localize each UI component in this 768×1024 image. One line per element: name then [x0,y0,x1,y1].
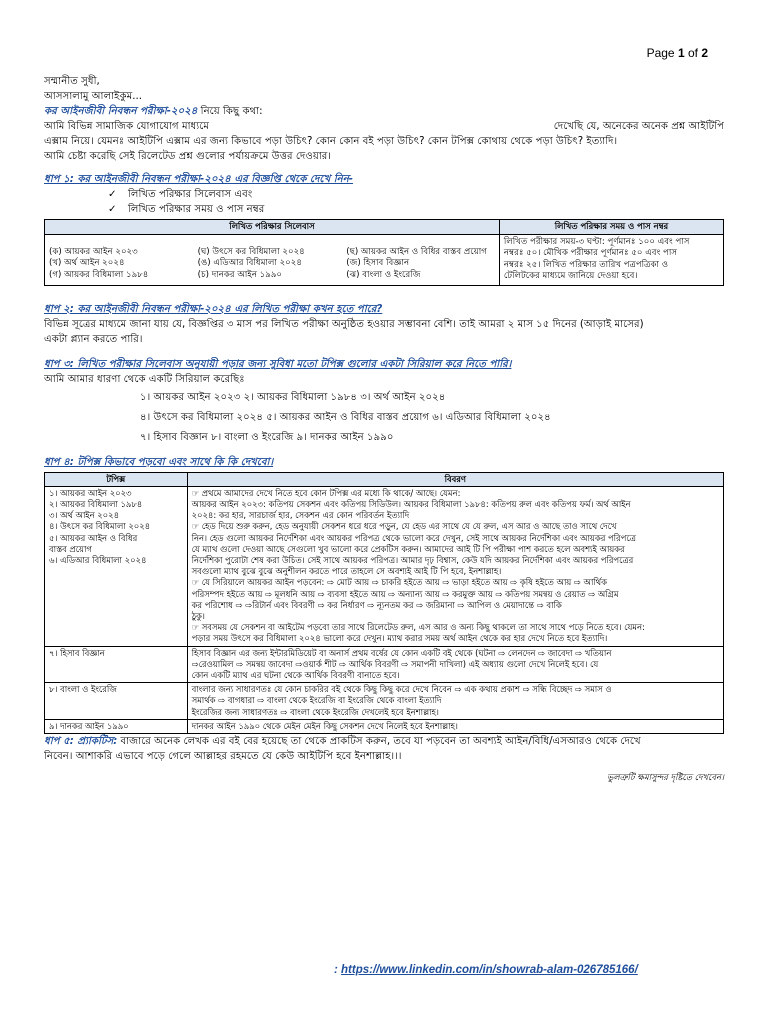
syllabus-item: (চ) দানকর আইন ১৯৯০ [197,269,282,280]
step1-check-1-label: লিখিত পরিক্ষার সিলেবাস এবং [128,189,253,200]
topic-cell [45,486,188,646]
serial-line-1: ১। আয়কর আইন ২০২৩ ২। আয়কর বিধিমালা ১৯৮৪ ৩। অর্থ আইন ২০২৪ [140,391,446,403]
description-line: ⇨রেওয়ামিল ⇨ সমন্বয় জাবেদা ⇨ওয়ার্ক শীট ⇨ আর্থিক বিবরণী ⇨ সমাপনী দাখিলা) এই অধ্যায় গুলো দেখে নিলেই হবে। যে [191,658,599,669]
topic-item: ২। আয়কর বিধিমালা ১৯৮৪ [49,498,143,509]
description-line: ☞ সবসময় যে সেকশন বা আইটেম পড়বো তার সাথে রিলেটেড রুল, এস আর ও অন্য কিছু থাকলে তা সাথে সাথে পড়ে নিতে হবে। যেমন: [191,622,645,633]
description-line: যে ম্যাথ গুলো দেওয়া আছে সেগুলো খুব ভালো করে প্রেকটিস করুন। আমাদের আই টি পি পরীক্ষা পাশ করতে হলে অবশ্যই আয়কর [191,543,625,554]
step4-title-text: ধাপ ৪: টপিক্স কিভাবে পড়বো এবং সাথে কি কি দেখবো। [44,456,274,468]
step3-title [44,357,724,372]
topic-item: ৩। অর্থ আইন ২০২৪ [49,510,119,521]
table-row [45,719,724,733]
description-cell [187,683,723,720]
greeting-line-2: আসসালামু আলাইকুম... [44,91,142,102]
description-line: দানকর আইন ১৯৯০ থেকে মেইন মেইন কিছু সেকশন দেখে নিলেই হবে ইনশাল্লাহ। [191,720,458,731]
topic-item: ৭। হিসাব বিজ্ঞান [49,647,105,658]
description-line: সমার্থক ⇨ বাগধারা ⇨ বাংলা থেকে ইংরেজি বা ইংরেজি থেকে বাংলা ইত্যাদি [191,695,442,706]
syllabus-item: (জ) হিসাব বিজ্ঞান [346,258,410,268]
intro-title: কর আইনজীবী নিবন্ধন পরীক্ষা-২০২৪ [44,106,198,117]
syllabus-item: (ঘ) উৎসে কর বিধিমালা ২০২৪ [197,246,305,257]
greeting-line-1: সম্মানীত সুধী, [44,76,100,87]
step2-title [44,302,724,317]
step2-title-text: ধাপ ২: কর আইনজীবী নিবন্ধন পরীক্ষা-২০২৪ এর লিখিত পরীক্ষা কখন হতে পারে? [44,303,383,315]
syllabus-col-3 [346,247,495,282]
footer-link-line [334,964,638,976]
syllabus-item: (গ) আয়কর বিধিমালা ১৯৮৪ [49,269,149,280]
description-line: ☞ হেড দিয়ে শুরু করুন, হেড অনুযায়ী সেকশন ধরে ধরে পড়ুন, যে হেড এর সাথে যে যে রুল, এস আর ও আছে তাও সাথে দেখে [191,521,617,532]
syllabus-cell [45,234,500,285]
serial-line-2: ৪। উৎসে কর বিধিমালা ২০২৪ ৫। আয়কর আইন ও বিধির বাস্তব প্রয়োগ ৬। এডিআর বিধিমালা ২০২৪ [140,411,551,423]
step3-intro: আমি আমার ধারণা থেকে একটি সিরিয়াল করেছিঃ [44,373,245,385]
signoff: ভুলত্রুটি ক্ষমাসুন্দর দৃষ্টিতে দেখবেন। [607,771,724,782]
step5-line-1 [44,734,724,749]
table-row [45,646,724,683]
step1-check-1 [108,187,724,202]
time-pass-line: লিখিত পরীক্ষার সময়-৩ ঘণ্টা: পূর্ণমানঃ ১০০ এবং পাস [503,236,690,247]
topics-header: টপিক্স [45,472,188,486]
description-line: হিসাব বিজ্ঞান এর জন্য ইন্টারমিডিয়েট বা অনার্স প্রথম বর্ষের যে কোন একটি বই থেকে (ঘটনা ⇨ লেনদেন ⇨ জাবেদা ⇨ খতিয়ান [191,647,612,658]
description-line: ২০২৪: কর হার, সারচার্জ হার, সেকশন এর কোন পরিবর্তন ইত্যাদি [191,510,410,521]
step5-text-1: বাজারে অনেক লেখক এর বই বের হয়েছে তা থেকে প্রাকটিস করুন, তবে যা পড়বেন তা অবশ্যই আইন/বিধি/এসআরও থেকে দেখে [117,735,641,747]
intro-line-1 [44,119,724,134]
syllabus-item: (খ) অর্থ আইন ২০২৪ [49,258,125,268]
step4-table [44,472,724,734]
step3-title-text: ধাপ ৩: লিখিত পরীক্ষার সিলেবাস অনুযায়ী পড়ার জন্য সুবিধা মতো টপিক্স গুলোর একটা সিরিয়াল করে নিতে পারি। [44,358,512,370]
description-line: ☞ যে সিরিয়ালে আয়কর আইন পড়বেন: ⇨ মোট আয় ⇨ চাকরি হইতে আয় ⇨ ভাড়া হইতে আয় ⇨ কৃষি হইতে আয় ⇨ আর্থিক [191,577,607,588]
description-line: সবগুলো ম্যাথ বুঝে বুঝে অনুশীলন করতে পারে তাহলে সে অবশ্যই আই টি পি হবে, ইনশাল্লাহ। [191,566,502,577]
description-line: আয়কর আইন ২০২৩: কতিপয় সেকশন এবং কতিপয় সিডিউল। আয়কর বিধিমালা ১৯৮৪: কতিপয় রুল এবং কতিপয় ফর্ম। অর্থ আইন [191,498,631,509]
topic-cell [45,719,188,733]
description-cell [187,486,723,646]
topic-item: বাস্তব প্রয়োগ [49,543,92,554]
syllabus-item: (ঙ) এডিআর বিধিমালা ২০২৪ [197,258,302,268]
intro-title-suffix: নিয়ে কিছু কথা: [197,106,263,117]
intro-title-line [44,104,724,119]
page-number-prefix: Page [646,46,678,60]
description-line: পড়ার সময় উৎসে কর বিধিমালা ২০২৪ ভালো করে দেখুন। ম্যাথ করার সময় অর্থ আইন থেকে কর হার দেখে নিতে হবে ইত্যাদি। [191,633,608,644]
syllabus-item: (ক) আয়কর আইন ২০২৩ [49,246,138,257]
description-line: কোন একটি ম্যাথ এর ঘটনা থেকে আর্থিক বিবরণী বানাতে হবে। [191,669,400,680]
time-pass-cell [499,234,723,285]
intro-line-2: এক্সাম নিয়ে। যেমনঃ আইটিপি এক্সাম এর জন্য কিভাবে পড়া উচিৎ? কোন কোন বই পড়া উচিৎ? কোন টপিক্স কোথায় থেকে পড়া উচিৎ? ইত্যাদি। [44,136,618,147]
syllabus-col-1 [49,247,198,282]
description-line: নির্দেশিকা পুরোটা শেষ করা উচিত। সেই সাথে আয়কর পরিপত্র। আমার দৃঢ় বিশ্বাস, কেউ যদি আয়কর নির্দেশিকা এবং আয়কর পরিপত্রের [191,554,634,565]
serial-line-3: ৭। হিসাব বিজ্ঞান ৮। বাংলা ও ইংরেজি ৯। দানকর আইন ১৯৯০ [140,431,394,443]
page-number-current: 1 [677,46,685,60]
description-header: বিবরণ [187,472,723,486]
topic-item: ১। আয়কর আইন ২০২৩ [49,487,132,498]
topic-item: ৬। এডিআর বিধিমালা ২০২৪ [49,554,147,565]
description-line: ঠুকু। [191,610,205,621]
step1-title-text: ধাপ ১: কর আইনজীবী নিবন্ধন পরীক্ষা-২০২৪ এর বিজ্ঞপ্তি থেকে দেখে নিন- [44,174,354,185]
step1-title [44,172,724,187]
topic-cell [45,646,188,683]
description-cell [187,646,723,683]
description-line: ইংরেজির জন্য সাধারণতঃ ⇨ বাংলা থেকে ইংরেজি দেখলেই হবে ইনশাল্লাহ। [191,706,439,717]
syllabus-item: (ছ) আয়কর আইন ও বিধির বাস্তব প্রয়োগ [346,246,487,257]
time-pass-line: নম্বরঃ ৫০। মৌখিক পরীক্ষার পূর্ণমানঃ ৫০ এবং পাস [503,248,678,258]
step5-title: ধাপ ৫: প্র্যাকটিস: [44,735,118,747]
topic-cell [45,683,188,720]
linkedin-link[interactable]: https://www.linkedin.com/in/showrab-alam-026785166/ [341,964,638,976]
description-line: পরিসম্পদ হইতে আয় ⇨ মূলধনি আয় ⇨ ব্যবসা হইতে আয় ⇨ অন্যান্য আয় ⇨ করমুক্ত আয় ⇨ কতিপয় সমন্বয় ও রেয়াত ⇨ অগ্রিম [191,588,619,599]
page-number-total: 2 [701,46,708,60]
footer-prefix: : [334,964,342,976]
description-line: বাংলার জন্য সাধারণতঃ যে কোন চাকরির বই থেকে কিছু কিছু করে দেখে নিবেন ⇨ এক কথায় প্রকাশ ⇨ সন্ধি বিচ্ছেদ ⇨ সমাস ও [191,684,612,695]
step2-line-2: একটা প্ল্যান করতে পারি। [44,333,143,345]
step1-check-2-label: লিখিত পরিক্ষার সময় ও পাস নম্বর [128,204,265,215]
step4-title [44,455,724,470]
step1-table [44,219,724,286]
time-pass-line: নম্বরঃ ২৫। লিখিত পরিক্ষার তারিখ পত্রপত্রিকা ও [503,259,669,270]
table-row [45,486,724,646]
intro-line-1b: দেখেছি যে, অনেকের অনেক প্রশ্ন আইটিপি [553,121,724,132]
table-row [45,683,724,720]
intro-line-1a: আমি বিভিন্ন সামাজিক যোগাযোগ মাধ্যমে [44,121,209,132]
step5-line-2: নিবেন। আশাকরি এভাবে পড়ে গেলে আল্লাহর রহমতে যে কেউ আইটিপি হবে ইনশাল্লাহ।।। [44,750,402,762]
syllabus-header: লিখিত পরিক্ষার সিলেবাস [45,220,500,235]
page-number [647,46,708,60]
time-pass-line: টেলিটকের মাধ্যমে জানিয়ে দেওয়া হবে। [503,271,638,281]
step2-line-1: বিভিন্ন সূত্রের মাধ্যমে জানা যায় যে, বিজ্ঞপ্তির ৩ মাস পর লিখিত পরীক্ষা অনুষ্ঠিত হওয়ার সম্ভাবনা বেশি। তাই আমরা ২ মাস ১৫ দিনের (আড়াই মাসের) [44,318,644,330]
step1-check-2 [108,202,724,217]
description-line: কর পরিশোধ ⇨ ⇨রিটার্ন এবং বিবরণী ⇨ কর নির্ধারণ ⇨ ন্যূনতম কর ⇨ জরিমানা ⇨ আপিল ও মেয়াদান্তে ⇨ বাকি [191,599,562,610]
syllabus-col-2 [198,247,347,282]
page-number-mid: of [684,46,702,60]
topic-item: ৯। দানকর আইন ১৯৯০ [49,720,129,731]
description-line: ☞ প্রথমে আমাদের দেখে নিতে হবে কোন টপিক্স এর মধ্যে কি থাকে/ আছে। যেমন: [191,487,461,498]
topic-item: ৫। আয়কর আইন ও বিধির [49,532,138,543]
document-body [44,74,724,785]
time-pass-header: লিখিত পরিক্ষার সময় ও পাস নম্বর [499,220,723,235]
checkmark-icon: ✓ [108,204,117,215]
topic-item: ৮। বাংলা ও ইংরেজি [49,684,117,695]
description-cell [187,719,723,733]
checkmark-icon: ✓ [108,189,117,200]
topic-item: ৪। উৎসে কর বিধিমালা ২০২৪ [49,521,151,532]
description-line: নিন। হেড গুলো আয়কর নির্দেশিকা এবং আয়কর পরিপত্র থেকে ভালো করে দেখুন, সেই সাথে আয়কর নির্দেশিকা এবং আয়কর পরিপত্রে [191,532,636,543]
intro-line-3: আমি চেষ্টা করেছি সেই রিলেটেড প্রশ্ন গুলোর পর্যায়ক্রমে উত্তর দেওয়ার। [44,151,332,162]
syllabus-item: (ঝ) বাংলা ও ইংরেজি [346,269,421,280]
